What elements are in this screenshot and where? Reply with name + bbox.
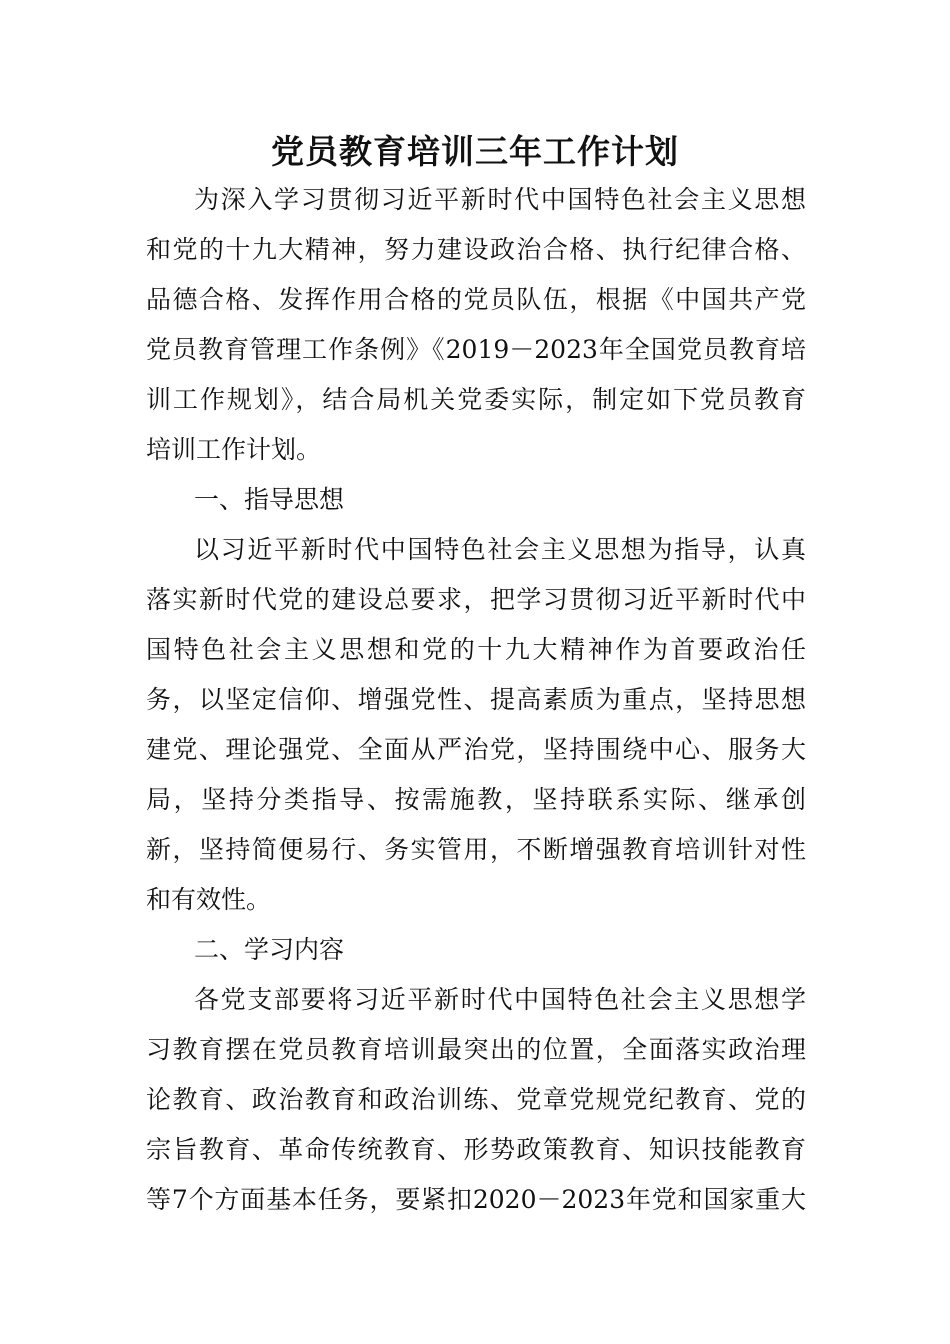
paragraph-line: 宗旨教育、革命传统教育、形势政策教育、知识技能教育 — [146, 1135, 806, 1164]
paragraph-line: 和有效性。 — [146, 885, 272, 914]
paragraph-line: 务，以坚定信仰、增强党性、提高素质为重点，坚持思想 — [146, 685, 806, 714]
paragraph-line: 为深入学习贯彻习近平新时代中国特色社会主义思想 — [194, 185, 806, 214]
paragraph-line: 训工作规划》，结合局机关党委实际，制定如下党员教育 — [146, 385, 806, 414]
paragraph-line: 建党、理论强党、全面从严治党，坚持围绕中心、服务大 — [146, 735, 806, 764]
paragraph-line: 和党的十九大精神，努力建设政治合格、执行纪律合格、 — [146, 235, 806, 264]
paragraph-line: 培训工作计划。 — [146, 435, 322, 464]
paragraph-line: 各党支部要将习近平新时代中国特色社会主义思想学 — [194, 985, 806, 1014]
paragraph-line: 局，坚持分类指导、按需施教，坚持联系实际、继承创 — [146, 785, 806, 814]
paragraph-line: 习教育摆在党员教育培训最突出的位置，全面落实政治理 — [146, 1035, 806, 1064]
paragraph-line: 论教育、政治教育和政治训练、党章党规党纪教育、党的 — [146, 1085, 806, 1114]
paragraph-line: 国特色社会主义思想和党的十九大精神作为首要政治任 — [146, 635, 806, 664]
section-heading: 二、学习内容 — [194, 935, 345, 964]
paragraph-line: 党员教育管理工作条例》《2019－2023年全国党员教育培 — [146, 335, 806, 364]
paragraph-line: 以习近平新时代中国特色社会主义思想为指导，认真 — [194, 535, 806, 564]
paragraph-line: 品德合格、发挥作用合格的党员队伍，根据《中国共产党 — [146, 285, 806, 314]
document-title: 党员教育培训三年工作计划 — [271, 132, 679, 171]
paragraph-line: 落实新时代党的建设总要求，把学习贯彻习近平新时代中 — [146, 585, 806, 614]
paragraph-line: 新，坚持简便易行、务实管用，不断增强教育培训针对性 — [146, 835, 806, 864]
paragraph-line: 等7个方面基本任务，要紧扣2020－2023年党和国家重大 — [146, 1185, 806, 1214]
section-heading: 一、指导思想 — [194, 485, 345, 514]
